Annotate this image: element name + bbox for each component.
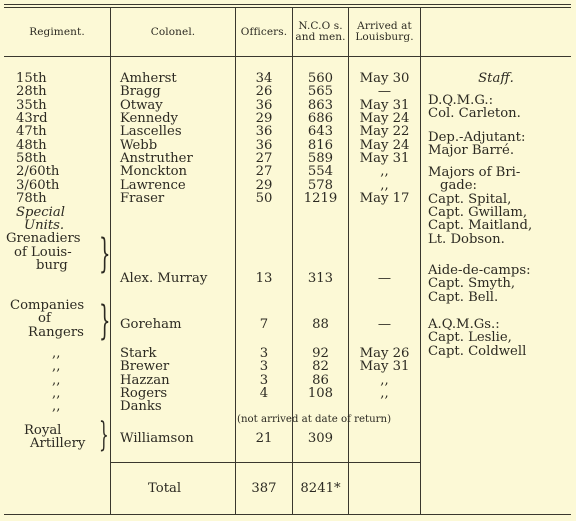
table-row-colonel: Fraser <box>120 191 165 207</box>
table-row-arrived: ,, <box>380 164 389 180</box>
table-row-arrived: May 17 <box>359 191 410 207</box>
table-row-arrived: May 22 <box>359 124 410 140</box>
header-officers: Officers. <box>240 25 288 38</box>
table-row-officers: 27 <box>255 151 273 167</box>
companies-name-line1: Companies <box>10 298 85 313</box>
staff-line: Capt. Gwillam, <box>428 205 528 221</box>
table-row-arrived: ,, <box>380 372 389 388</box>
table-row-regiment: 15th <box>16 71 47 86</box>
table-row-colonel: Lascelles <box>120 124 182 140</box>
header-colonel: Colonel. <box>150 25 196 38</box>
table-row-men: 82 <box>312 359 329 375</box>
grenadiers-name-line3: burg <box>36 257 68 273</box>
artillery-name-line1: Royal <box>24 423 62 438</box>
staff-line: Capt. Coldwell <box>428 343 527 359</box>
artillery-officers: 21 <box>255 431 273 446</box>
staff-line: Col. Carleton. <box>428 106 521 122</box>
artillery-colonel: Williamson <box>120 431 194 446</box>
table-row-colonel: Lawrence <box>120 177 186 193</box>
staff-title: Staff. <box>478 71 514 86</box>
staff-line: Major Barré. <box>428 143 515 159</box>
special-units-label-line2: Units. <box>24 217 65 233</box>
staff-line: gade: <box>440 178 477 194</box>
table-row-colonel: Amherst <box>120 71 177 86</box>
table-row-regiment: 78th <box>16 191 47 207</box>
table-row-officers: 3 <box>259 359 269 375</box>
table-row-officers: 29 <box>255 111 273 127</box>
table-row-colonel: Bragg <box>120 84 161 100</box>
staff-line: Capt. Maitland, <box>428 218 533 234</box>
table-row-regiment: ,, <box>52 372 61 388</box>
table-row-officers: 50 <box>255 191 273 207</box>
staff-line: Dep.-Adjutant: <box>428 130 526 145</box>
staff-line: Capt. Leslie, <box>428 330 512 346</box>
staff-line: Capt. Bell. <box>428 289 499 305</box>
companies-colonel: Goreham <box>120 317 182 332</box>
table-row-men: 92 <box>312 346 329 361</box>
table-row-colonel: Otway <box>120 97 163 113</box>
top-rule <box>4 4 571 5</box>
grenadiers-men: 313 <box>307 271 334 286</box>
table-row-arrived: — <box>377 84 392 100</box>
table-row-men: 863 <box>307 97 334 113</box>
grenadiers-name-line2: of Louis- <box>14 244 72 260</box>
header-rule <box>4 56 571 57</box>
table-row-regiment: 35th <box>16 97 47 113</box>
staff-line: Capt. Smyth, <box>428 276 516 292</box>
table-row-regiment: ,, <box>52 386 61 402</box>
header-arrived <box>349 12 420 52</box>
table-row-colonel: Stark <box>120 346 157 361</box>
table-row-colonel: Monckton <box>120 164 188 180</box>
header-ncos-line2: and men. <box>295 31 346 43</box>
grenadiers-name-line1: Grenadiers <box>6 231 81 247</box>
table-row-officers: 4 <box>259 386 269 402</box>
table-row-arrived: May 31 <box>359 359 410 375</box>
danks-regiment: ,, <box>52 399 61 415</box>
staff-line: A.Q.M.Gs.: <box>428 317 500 332</box>
staff-line: Majors of Bri- <box>428 165 521 180</box>
table-row-officers: 3 <box>259 372 269 388</box>
header-ncos <box>293 12 348 52</box>
companies-name-line2: of <box>38 311 51 327</box>
table-row-regiment: 58th <box>16 151 47 167</box>
table-row-officers: 26 <box>255 84 273 100</box>
staff-line: D.Q.M.G.: <box>428 93 494 108</box>
table-row-men: 816 <box>307 137 334 153</box>
table-row-officers: 3 <box>259 346 269 361</box>
grenadiers-officers: 13 <box>255 271 273 286</box>
table-row-arrived: ,, <box>380 386 389 402</box>
grenadiers-arrived: — <box>377 271 392 286</box>
table-row-officers: 29 <box>255 177 273 193</box>
table-row-officers: 36 <box>255 137 273 153</box>
table-row-arrived: May 30 <box>359 71 410 86</box>
table-row-regiment: 2/60th <box>16 164 60 180</box>
table-row-men: 686 <box>307 111 334 127</box>
table-row-men: 578 <box>307 177 334 193</box>
table-row-men: 643 <box>307 124 334 140</box>
table-row-officers: 27 <box>255 164 273 180</box>
table-row-men: 86 <box>312 372 329 388</box>
danks-colonel: Danks <box>120 399 162 415</box>
special-units-label-line1: Special <box>16 204 65 220</box>
danks-note: (not arrived at date of return) <box>237 414 392 425</box>
table-row-colonel: Webb <box>120 137 158 153</box>
grenadiers-brace: } <box>99 231 111 277</box>
total-men: 8241* <box>300 481 341 496</box>
total-rule <box>110 462 420 463</box>
table-row-regiment: 28th <box>16 84 47 100</box>
companies-officers: 7 <box>259 317 269 332</box>
staff-line: Capt. Spital, <box>428 191 512 207</box>
table-row-men: 560 <box>307 71 334 86</box>
staff-line: Aide-de-camps: <box>428 263 531 278</box>
artillery-men: 309 <box>307 431 334 446</box>
table-row-arrived: ,, <box>380 177 389 193</box>
table-row-men: 554 <box>307 164 334 180</box>
artillery-name-line2: Artillery <box>30 436 86 452</box>
table-row-regiment: ,, <box>52 346 61 361</box>
table-row-regiment: ,, <box>52 359 61 375</box>
total-label: Total <box>148 481 182 496</box>
companies-brace: } <box>99 298 111 344</box>
table-row-men: 108 <box>307 386 334 402</box>
header-ncos-line1: N.C.O s. <box>298 20 343 32</box>
table-row-colonel: Kennedy <box>120 111 178 127</box>
top-rule-inner <box>4 7 571 8</box>
table-row-men: 565 <box>307 84 334 100</box>
grenadiers-colonel: Alex. Murray <box>120 271 208 286</box>
table-row-regiment: 47th <box>16 124 47 140</box>
header-arrived-line2: Louisburg. <box>355 31 414 43</box>
header-arrived-line1: Arrived at <box>357 20 412 32</box>
total-officers: 387 <box>251 481 277 496</box>
table-row-officers: 34 <box>255 71 273 86</box>
table-row-officers: 36 <box>255 124 273 140</box>
companies-name-line3: Rangers <box>28 324 84 340</box>
table-row-regiment: 3/60th <box>16 177 60 193</box>
table-row-men: 589 <box>307 151 334 167</box>
table-row-colonel: Hazzan <box>120 372 170 388</box>
table-row-officers: 36 <box>255 97 273 113</box>
staff-line: Lt. Dobson. <box>428 231 505 247</box>
table-row-arrived: May 24 <box>359 137 410 153</box>
header-regiment: Regiment. <box>29 25 85 38</box>
artillery-brace: } <box>99 415 109 455</box>
companies-men: 88 <box>312 317 329 332</box>
table-row-arrived: May 26 <box>359 346 410 361</box>
table-row-arrived: May 31 <box>359 151 410 167</box>
table-row-colonel: Rogers <box>120 386 168 402</box>
table-row-colonel: Brewer <box>120 359 170 375</box>
bottom-rule <box>4 514 571 515</box>
table-row-colonel: Anstruther <box>120 151 193 167</box>
table-row-arrived: May 24 <box>359 111 410 127</box>
table-row-men: 1219 <box>303 191 338 207</box>
table-row-regiment: 48th <box>16 137 47 153</box>
companies-arrived: — <box>377 317 392 332</box>
table-row-regiment: 43rd <box>16 111 48 127</box>
table-row-arrived: May 31 <box>359 97 410 113</box>
